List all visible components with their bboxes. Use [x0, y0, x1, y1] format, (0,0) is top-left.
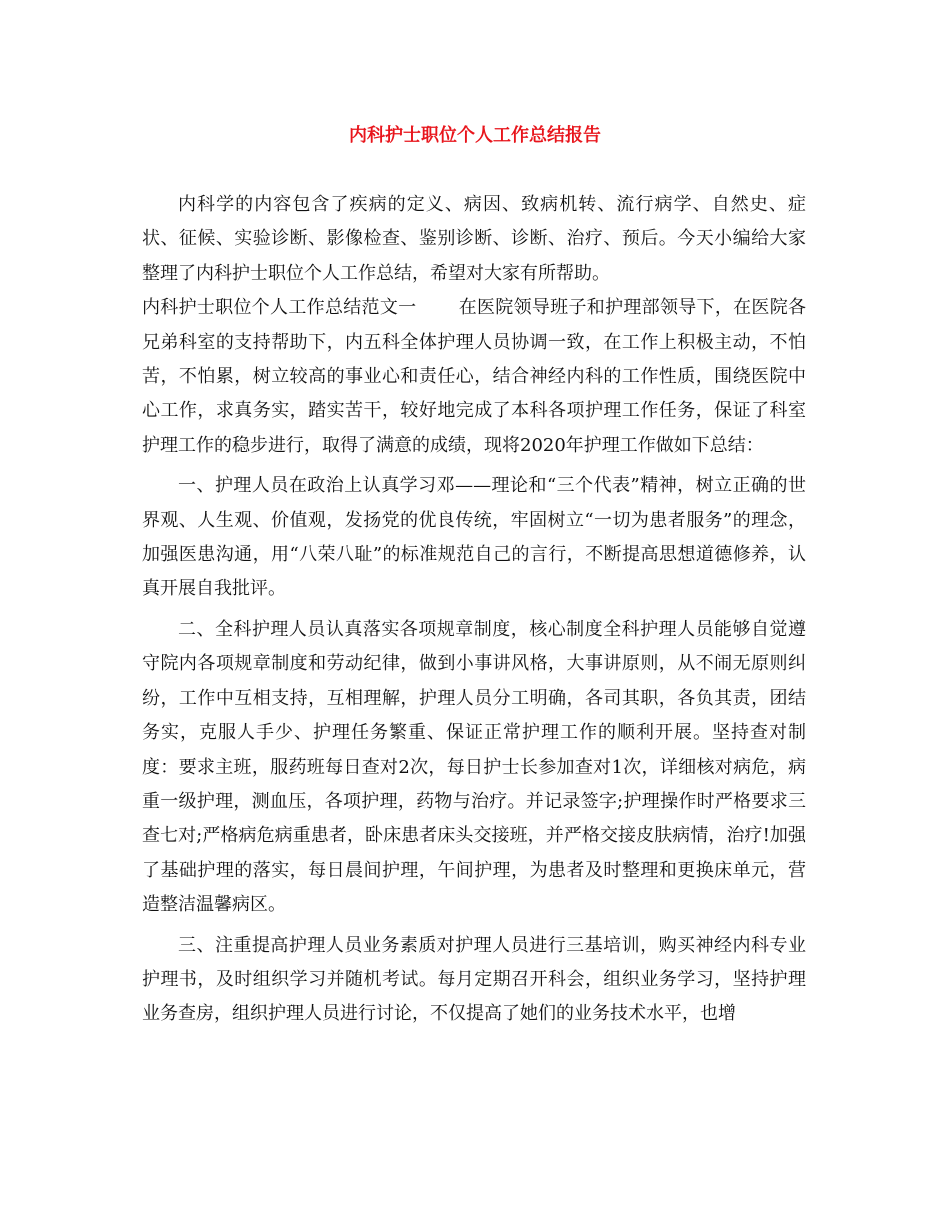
paragraph-one: 一、护理人员在政治上认真学习邓——理论和“三个代表”精神，树立正确的世界观、人生观、价值观，发扬党的优良传统，牢固树立“一切为患者服务”的理念，加强医患沟通，用“八荣八耻”的标准规范自己的言行，不断提高思想道德修养，认真开展自我批评。	[142, 475, 806, 600]
section-paragraph	[142, 291, 806, 463]
paragraph-three: 三、注重提高护理人员业务素质对护理人员进行三基培训，购买神经内科专业护理书，及时组织学习并随机考试。每月定期召开科会，组织业务学习，坚持护理业务查房，组织护理人员进行讨论，不仅提高了她们的业务技术水平，也增	[142, 934, 806, 1025]
paragraph-two: 二、全科护理人员认真落实各项规章制度，核心制度全科护理人员能够自觉遵守院内各项规章制度和劳动纪律，做到小事讲风格，大事讲原则，从不闹无原则纠纷，工作中互相支持，互相理解，护理人员分工明确，各司其职，各负其责，团结务实，克服人手少、护理任务繁重、保证正常护理工作的顺利开展。坚持查对制度：要求主班，服药班每日查对2次，每日护士长参加查对1次，详细核对病危，病重一级护理，测血压，各项护理，药物与治疗。并记录签字;护理操作时严格要求三查七对;严格病危病重患者，卧床患者床头交接班，并严格交接皮肤病情，治疗!加强了基础护理的落实，每日晨间护理，午间护理，为患者及时整理和更换床单元，营造整洁温馨病区。	[142, 618, 806, 916]
document-title: 内科护士职位个人工作总结报告	[349, 125, 601, 146]
intro-paragraph: 内科学的内容包含了疾病的定义、病因、致病机转、流行病学、自然史、症状、征候、实验诊断、影像检查、鉴别诊断、诊断、治疗、预后。今天小编给大家整理了内科护士职位个人工作总结，希望对大家有所帮助。	[142, 194, 806, 284]
section-lead: 在医院领导班子和护理部领导下，在医院各兄弟科室的支持帮助下，内五科全体护理人员协调一致，在工作上积极主动，不怕苦，不怕累，树立较高的事业心和责任心，结合神经内科的工作性质，围绕医院中心工作，求真务实，踏实苦干，较好地完成了本科各项护理工作任务，保证了科室护理工作的稳步进行，取得了满意的成绩，现将2020年护理工作做如下总结：	[142, 297, 807, 456]
document-body	[142, 188, 806, 1032]
section-heading: 内科护士职位个人工作总结范文一	[142, 297, 417, 319]
